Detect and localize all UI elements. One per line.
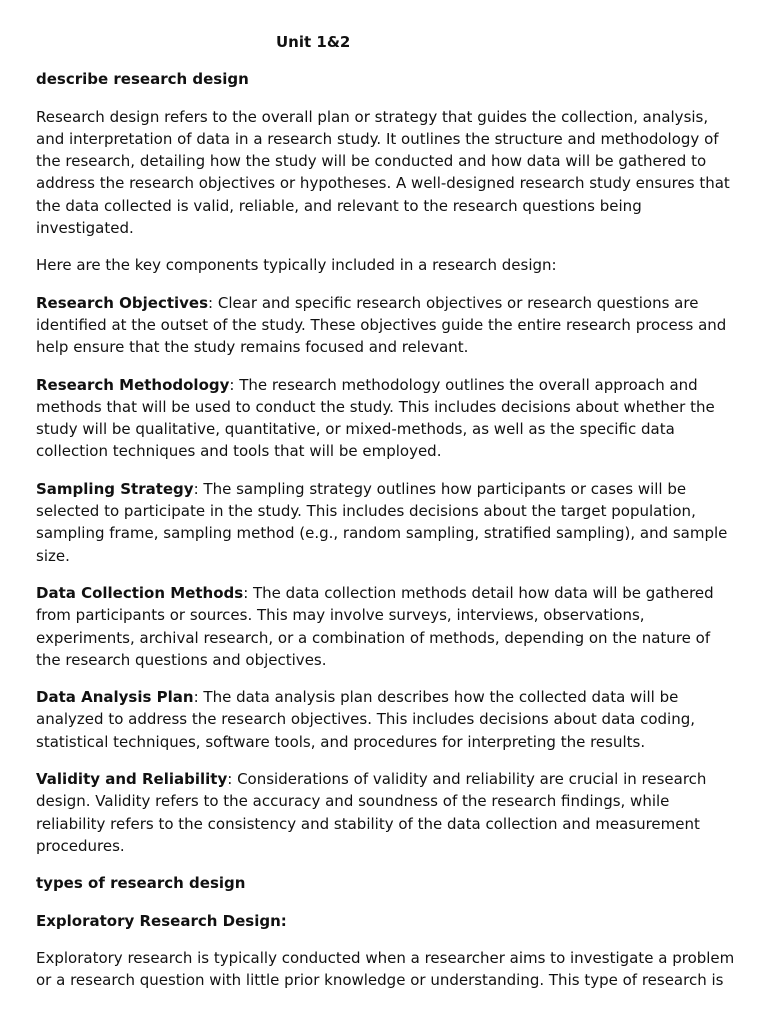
- component-term: Data Collection Methods: [36, 583, 244, 602]
- component-text: : The sampling strategy outlines how participants or cases will be selected to participate in the study. This includes decisions about the target population, sampling frame, sampling method (e.g., random sampling, stratified sampling), and sample size.: [36, 479, 728, 565]
- component-term: Research Objectives: [36, 293, 209, 312]
- intro-paragraph: Research design refers to the overall plan or strategy that guides the collection, analysis, and interpretation of data in a research study. It outlines the structure and methodology of the research, detailing how the study will be conducted and how data will be gathered to address the research objectives or hypotheses. A well-designed research study ensures that the data collected is valid, reliable, and relevant to the research questions being investigated.: [36, 107, 730, 238]
- section-heading-types: types of research design: [36, 874, 246, 893]
- component-term: Validity and Reliability: [36, 770, 228, 789]
- component-term: Sampling Strategy: [36, 479, 194, 498]
- document-title: Unit 1&2: [276, 33, 351, 51]
- component-data-analysis-plan: [36, 686, 736, 753]
- component-text: : The data analysis plan describes how the collected data will be analyzed to address the research objectives. This includes decisions about data coding, statistical techniques, software tools, and procedures for interpreting the results.: [36, 688, 696, 751]
- component-validity-reliability: [36, 768, 736, 857]
- component-data-collection-methods: [36, 582, 736, 671]
- component-term: Data Analysis Plan: [36, 688, 194, 707]
- section-heading-describe: describe research design: [36, 70, 249, 89]
- exploratory-paragraph: Exploratory research is typically conducted when a researcher aims to investigate a problem or a research question with little prior knowledge or understanding. This type of research is: [36, 948, 735, 990]
- subsection-heading-exploratory: Exploratory Research Design:: [36, 911, 287, 930]
- document-page: [36, 31, 736, 1006]
- components-intro-paragraph: Here are the key components typically included in a research design:: [36, 256, 557, 275]
- component-text: : Clear and specific research objectives or research questions are identified at the outset of the study. These objectives guide the entire research process and help ensure that the study remains focused and relevant.: [36, 293, 727, 357]
- component-term: Research Methodology: [36, 375, 230, 394]
- component-research-methodology: [36, 374, 736, 463]
- component-text: : The data collection methods detail how data will be gathered from participants or sources. This may involve surveys, interviews, observations, experiments, archival research, or a combination of methods, depending on the nature of the research questions and objectives.: [36, 583, 714, 669]
- component-text: : The research methodology outlines the overall approach and methods that will be used to conduct the study. This includes decisions about whether the study will be qualitative, quantitative, or mixed-methods, as well as the specific data collection techniques and tools that will be employed.: [36, 375, 715, 461]
- component-text: : Considerations of validity and reliability are crucial in research design. Validity refers to the accuracy and soundness of the research findings, while reliability refers to the consistency and stability of the data collection and measurement procedures.: [36, 770, 707, 855]
- component-research-objectives: [36, 292, 736, 359]
- component-sampling-strategy: [36, 478, 736, 567]
